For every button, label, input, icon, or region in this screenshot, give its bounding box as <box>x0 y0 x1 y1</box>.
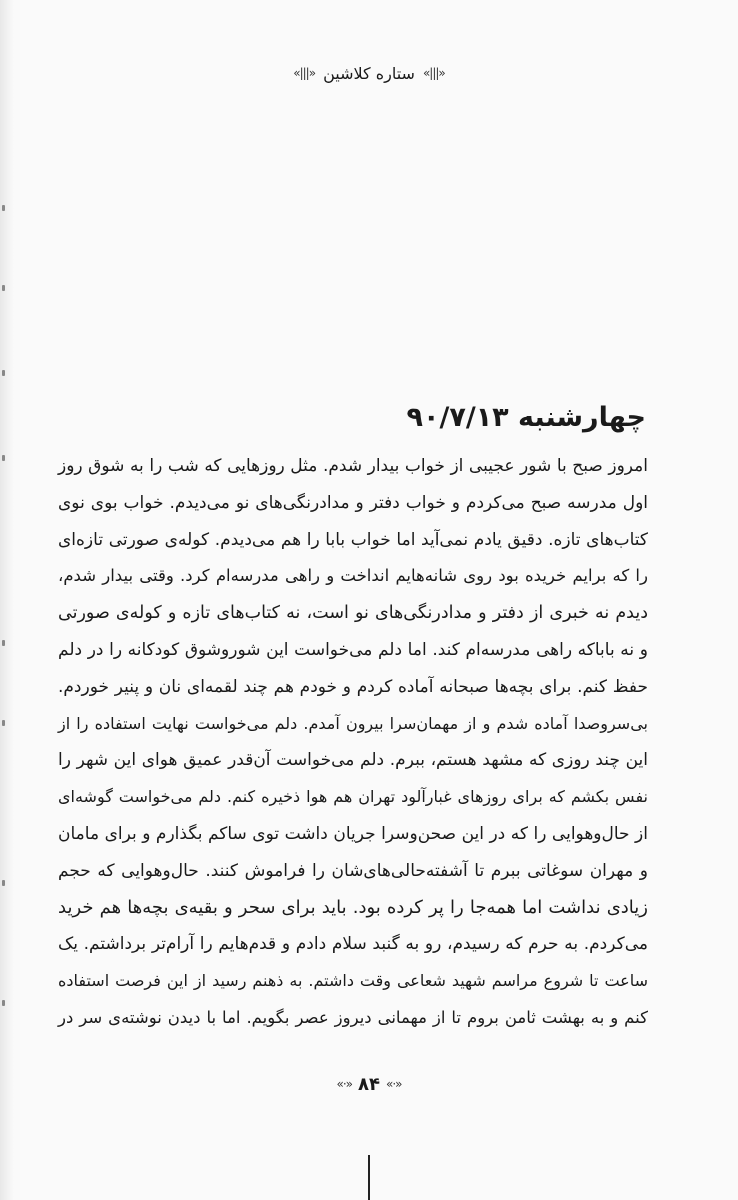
edge-mark <box>2 285 5 291</box>
entry-heading: چهارشنبه ۹۰/۷/۱۳ <box>406 402 646 433</box>
footer-ornament-left: «·» <box>336 1077 353 1091</box>
body-line: دیدم نه خبری از دفتر و مدادرنگی‌های نو است، نه کتاب‌های تازه و کوله‌ی صورتی <box>58 603 648 624</box>
edge-mark <box>2 370 5 376</box>
body-line: کتاب‌های تازه. دقیق یادم نمی‌آید اما خواب بابا را هم می‌دیدم. کوله‌ی صورتی تازه‌ای <box>58 529 648 550</box>
body-line: ساعت تا شروع مراسم شهید شعاعی وقت داشتم. به ذهنم رسید از این فرصت استفاده <box>58 971 648 991</box>
body-line: می‌کردم. به حرم که رسیدم، رو به گنبد سلام دادم و قدم‌هایم را آرام‌تر برداشتم. یک <box>58 934 648 955</box>
footer-ornament-right: «·» <box>386 1077 402 1091</box>
page-edge <box>0 0 14 1200</box>
entry-body <box>58 448 648 1037</box>
edge-mark <box>2 455 5 461</box>
edge-mark <box>2 1000 5 1006</box>
edge-mark <box>2 640 5 646</box>
body-line: امروز صبح با شور عجیبی از خواب بیدار شدم. مثل روزهایی که شب را به شوق روز <box>58 456 648 476</box>
body-line: و مهران سوغاتی ببرم تا آشفته‌حالی‌های‌شان را فراموش کنند. حال‌وهوایی که حجم <box>58 860 648 881</box>
body-line: حفظ کنم. برای بچه‌ها صبحانه آماده کردم و خودم هم چند لقمه‌ای نان و پنیر خوردم. <box>58 676 648 697</box>
body-line: نفس بکشم که برای روزهای غبارآلود تهران هم هوا ذخیره کنم. دلم می‌خواست گوشه‌ای <box>58 787 648 807</box>
body-line: را که برایم خریده بود روی شانه‌هایم انداخت و راهی مدرسه‌ام کرد. وقتی بیدار شدم، <box>58 566 648 586</box>
body-line: اول مدرسه صبح می‌کردم و خواب دفتر و مدادرنگی‌های نو می‌دیدم. خواب بوی نوی <box>58 492 648 513</box>
body-line: کنم و به بهشت ثامن بروم تا از مهمانی دیروز عصر بگویم. اما با دیدن نوشته‌ی سر در <box>58 1007 648 1027</box>
body-line: از حال‌وهوایی را که در این صحن‌وسرا جریان داشت توی ساکم بگذارم و برای مامان <box>58 823 648 844</box>
body-line: این چند روزی که مشهد هستم، ببرم. دلم می‌خواست آن‌قدر عمیق هوای این شهر را <box>58 750 648 771</box>
edge-mark <box>2 720 5 726</box>
body-line: زیادی نداشت اما همه‌جا را پر کرده بود. باید برای سحر و بقیه‌ی بچه‌ها هم خرید <box>58 896 648 918</box>
header-ornament-right: «|||» <box>422 66 445 80</box>
page-footer <box>0 1072 738 1096</box>
body-line: و نه باباکه راهی مدرسه‌ام کند. اما دلم می‌خواست این شوروشوق کودکانه را در دلم <box>58 639 648 660</box>
body-line: بی‌سروصدا آماده شدم و از مهمان‌سرا بیرون آمدم. دلم می‌خواست نهایت استفاده را از <box>58 713 648 733</box>
book-title: ستاره کلاشین <box>323 63 415 83</box>
page-number: ۸۴ <box>358 1073 380 1095</box>
edge-mark <box>2 205 5 211</box>
edge-mark <box>2 880 5 886</box>
binding-fold-line <box>368 1155 370 1200</box>
running-header <box>0 58 738 88</box>
header-ornament-left: «|||» <box>293 66 316 80</box>
